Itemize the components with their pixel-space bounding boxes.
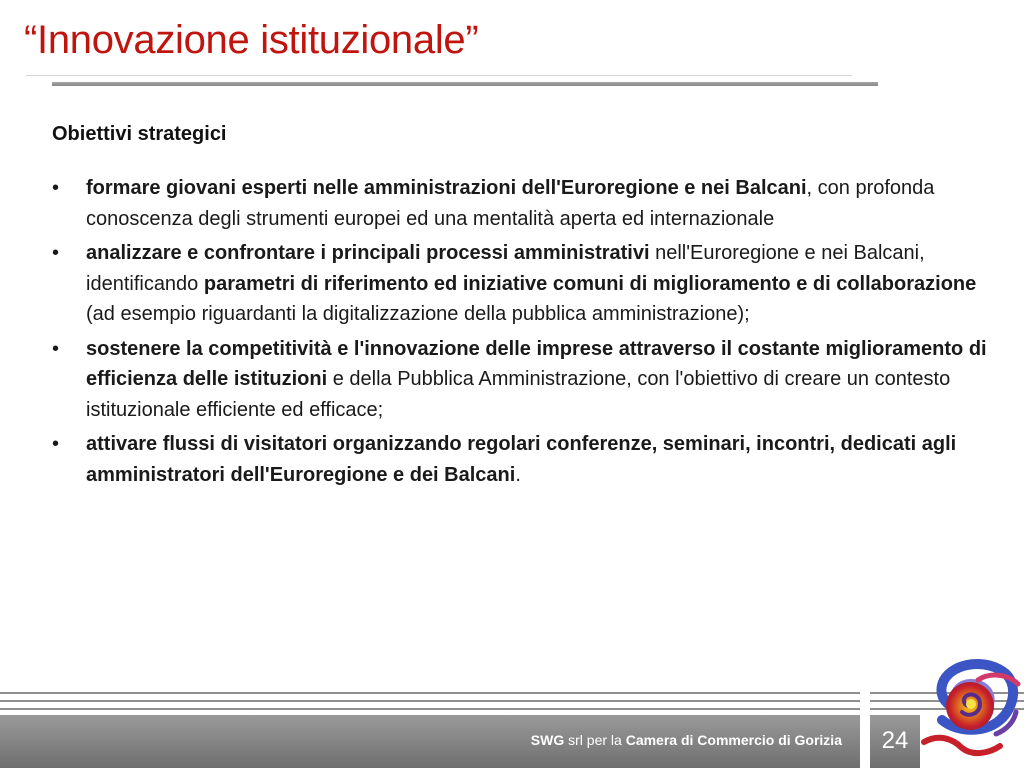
footer-stripe [0, 700, 860, 702]
bullet-item [52, 173, 1002, 234]
footer-credit [531, 732, 842, 748]
bullet-marker: • [52, 433, 60, 455]
bullet-text: e della Pubblica Amministrazione, con l'obiettivo di creare un contesto istituzionale efficiente ed efficace; [86, 368, 951, 421]
bullet-list [52, 173, 1002, 494]
footer-mid: srl per la [564, 732, 626, 748]
bullet-marker: • [52, 177, 60, 199]
page-number-box [870, 715, 920, 768]
page-number: 24 [881, 727, 909, 754]
bullet-text: nell'Euroregione e nei Balcani, identificando [86, 242, 925, 295]
bullet-marker: • [52, 337, 60, 360]
bullet-text-bold: analizzare e confrontare i principali processi amministrativi [86, 242, 650, 264]
bullet-text-bold: formare giovani esperti nelle amministrazioni dell'Euroregione e nei Balcani [86, 177, 807, 199]
bullet-text: , con profonda conoscenza degli strumenti europei ed una mentalità aperta ed internazionale [86, 177, 935, 230]
bullet-text: (ad esempio riguardanti la digitalizzazione della pubblica amministrazione); [86, 303, 750, 325]
bullet-text-bold: parametri di riferimento ed iniziative comuni di miglioramento e di collaborazione [203, 272, 977, 295]
footer-stripe [0, 692, 860, 694]
title-divider-thin [26, 75, 852, 76]
title-divider-thick [52, 82, 878, 86]
section-heading: Obiettivi strategici [52, 123, 227, 145]
footer-stripes [0, 692, 860, 716]
swirl-logo-icon [918, 650, 1024, 768]
bullet-item [52, 238, 1002, 330]
footer-company: SWG [530, 732, 565, 748]
bullet-text-bold: attivare flussi di visitatori organizzando regolari conferenze, seminari, incontri, dedicati agli amministratori dell'Euroregione e dei Balcani [86, 433, 957, 486]
bullet-text: . [515, 463, 521, 486]
footer-stripe [0, 708, 860, 710]
bullet-item [52, 429, 1002, 490]
footer-client: Camera di Commercio di Gorizia [625, 732, 842, 748]
bullet-text-bold: sostenere la competitività e l'innovazione delle imprese attraverso il costante miglioramento di efficienza delle istituzioni [86, 337, 987, 390]
bullet-marker: • [52, 242, 60, 264]
footer-bar [0, 715, 860, 768]
bullet-item [52, 334, 1002, 426]
slide-title: “Innovazione istituzionale” [24, 18, 479, 62]
